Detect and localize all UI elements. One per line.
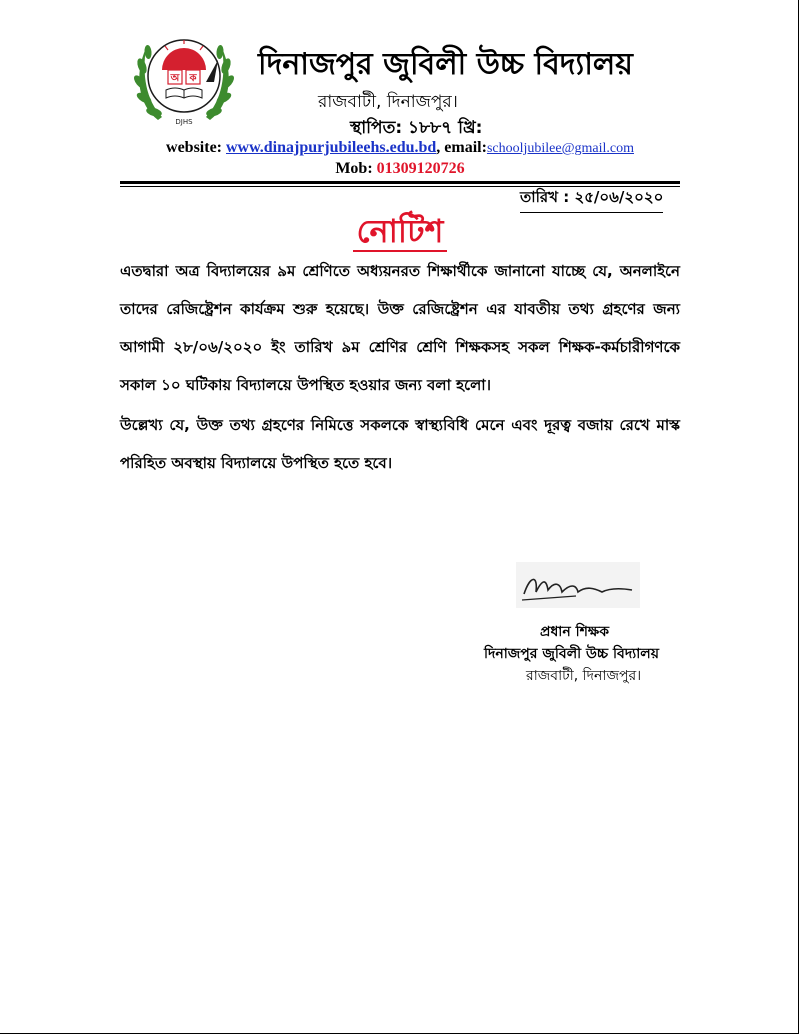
header-divider — [120, 181, 680, 184]
notice-body — [120, 252, 680, 484]
website-link[interactable]: www.dinajpurjubileehs.edu.bd — [226, 139, 437, 156]
email-link[interactable]: schooljubilee@gmail.com — [486, 141, 634, 156]
notice-date: তারিখ : ২৫/০৬/২০২০ — [520, 186, 663, 213]
signatory-title: প্রধান শিক্ষক — [540, 624, 610, 640]
mobile-line — [0, 160, 800, 178]
mobile-label: Mob: — [335, 160, 373, 177]
contact-line — [0, 139, 800, 157]
email-label: , email: — [436, 139, 487, 156]
notice-paragraph-2: উল্লেখ্য যে, উক্ত তথ্য গ্রহণের নিমিত্তে সকলকে স্বাস্থ্যবিধি মেনে এবং দূরত্ব বজায় রেখে মাস্ক পরিহিত অবস্থায় বিদ্যালয়ে উপস্থিত হতে হবে। — [120, 416, 680, 472]
school-name: দিনাজপুর জুবিলী উচ্চ বিদ্যালয় — [258, 47, 633, 82]
signature-icon — [516, 562, 640, 608]
signatory-address: রাজবাটী, দিনাজপুর। — [526, 668, 642, 684]
mobile-number: 01309120726 — [376, 160, 465, 177]
school-address: রাজবাটী, দিনাজপুর। — [318, 92, 458, 112]
svg-text:অ: অ — [170, 73, 180, 84]
school-logo-icon — [128, 20, 240, 132]
signatory-school: দিনাজপুর জুবিলী উচ্চ বিদ্যালয় — [484, 646, 659, 662]
svg-text:DJHS: DJHS — [175, 118, 193, 126]
notice-paragraph-1: এতদ্বারা অত্র বিদ্যালয়ের ৯ম শ্রেণিতে অধ্যয়নরত শিক্ষার্থীকে জানানো যাচ্ছে যে, অনলাইনে তাদের রেজিষ্ট্রেশন কার্যক্রম শুরু হয়েছে। উক্ত রেজিষ্ট্রেশন এর যাবতীয় তথ্য গ্রহণের জন্য আগামী ২৮/০৬/২০২০ ইং তারিখ ৯ম শ্রেণির শ্রেণি শিক্ষকসহ সকল শিক্ষক-কর্মচারীগণকে সকাল ১০ ঘটিকায় বিদ্যালয়ে উপস্থিত হওয়ার জন্য বলা হলো। — [120, 262, 680, 394]
website-label: website: — [166, 139, 222, 156]
notice-title: নোটিশ — [353, 212, 448, 252]
svg-text:ক: ক — [189, 73, 197, 84]
established-year: স্থাপিত: ১৮৮৭ খ্রি: — [350, 118, 483, 138]
